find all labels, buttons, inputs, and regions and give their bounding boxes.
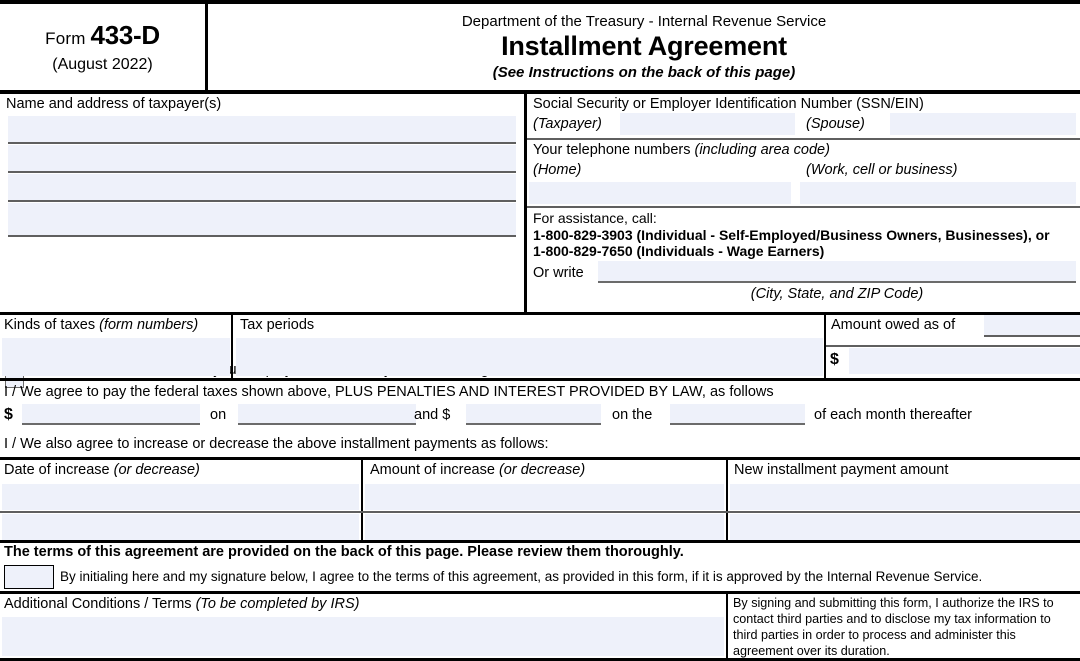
telephone-label-note: (including area code) [694, 142, 830, 158]
payment-day-of-month-input[interactable] [670, 404, 805, 425]
initials-input[interactable] [4, 565, 54, 589]
table-header-date [4, 462, 200, 479]
taxes-divider-1 [231, 315, 233, 378]
table-header-new-payment: New installment payment amount [734, 462, 949, 478]
payment-on-the-label: on the [612, 407, 653, 423]
table-row[interactable] [365, 484, 724, 510]
amount-owed-label: Amount owed as of [831, 317, 956, 333]
payment-currency-symbol: $ [4, 406, 13, 423]
address-line-1[interactable] [8, 116, 516, 142]
form-revision-date: (August 2022) [52, 56, 153, 73]
payment-and-dollar-label: and $ [414, 407, 451, 423]
kinds-of-taxes-input[interactable] [2, 338, 230, 376]
table-header-amount-main: Amount of increase [370, 462, 495, 478]
address-line-2[interactable] [8, 145, 516, 171]
upper-info-block [0, 94, 1080, 312]
form-prefix-label: Form [45, 29, 86, 48]
increase-table-bottom-rule [0, 540, 1080, 543]
kinds-of-taxes-label-note: (form numbers) [99, 317, 199, 333]
address-rule-4 [8, 235, 516, 237]
address-line-4[interactable] [8, 203, 516, 235]
address-rule-3 [8, 200, 516, 202]
kinds-of-taxes-label-main: Kinds of taxes [4, 317, 96, 333]
upper-vertical-divider [524, 94, 527, 312]
payment-amount-input[interactable] [22, 404, 200, 425]
ssn-spouse-input[interactable] [890, 113, 1076, 135]
table-row[interactable] [2, 484, 359, 510]
payment-recurring-amount-input[interactable] [466, 404, 601, 425]
additional-conditions-input[interactable] [2, 617, 724, 656]
table-divider-2 [726, 460, 728, 540]
payment-on-label: on [210, 407, 227, 423]
amount-owed-input[interactable] [849, 348, 1080, 374]
agency-label: Department of the Treasury - Internal Revenue Service [461, 13, 827, 30]
assistance-line-2: 1-800-829-3903 (Individual - Self-Employed/Business Owners, Businesses), or [533, 227, 1050, 243]
name-address-label: Name and address of taxpayer(s) [6, 96, 222, 112]
increase-decrease-table [0, 460, 1080, 540]
taxes-row-bottom-rule [0, 378, 1080, 381]
agreement-line-2: I / We also agree to increase or decrease the above installment payments as follows: [4, 436, 549, 452]
ssn-section-rule [527, 138, 1080, 140]
telephone-section-rule [527, 206, 1080, 208]
or-write-input[interactable] [598, 261, 1076, 283]
payment-first-date-input[interactable] [238, 404, 416, 425]
telephone-home-input[interactable] [529, 182, 791, 204]
ssn-taxpayer-label: (Taxpayer) [533, 116, 602, 132]
form-number-label: 433-D [90, 20, 160, 50]
city-state-zip-note: (City, State, and ZIP Code) [750, 286, 924, 302]
telephone-work-input[interactable] [800, 182, 1076, 204]
table-header-amount [370, 462, 585, 479]
address-rule-1 [8, 142, 516, 144]
ssn-ein-label: Social Security or Employer Identification Number (SSN/EIN) [533, 96, 924, 112]
table-header-date-main: Date of increase [4, 462, 110, 478]
table-row[interactable] [730, 514, 1080, 540]
additional-conditions-label-main: Additional Conditions / Terms [4, 596, 192, 612]
assistance-line-3: 1-800-829-7650 (Individuals - Wage Earners) [533, 243, 825, 259]
table-row[interactable] [365, 514, 724, 540]
address-rule-2 [8, 171, 516, 173]
table-row-divider [0, 511, 1080, 513]
form-subtitle: (See Instructions on the back of this page) [492, 64, 796, 81]
table-header-amount-note: (or decrease) [498, 462, 586, 478]
table-row[interactable] [730, 484, 1080, 510]
telephone-label-main: Your telephone numbers [533, 142, 691, 158]
initialing-statement: By initialing here and my signature below, I agree to the terms of this agreement, as provided in this form, if it is approved by the Internal Revenue Service. [60, 569, 983, 584]
amount-owed-mid-rule [826, 345, 1080, 347]
tax-periods-input[interactable] [236, 338, 823, 376]
assistance-block [533, 210, 1078, 259]
form-number-line [45, 20, 160, 51]
terms-heading: The terms of this agreement are provided on the back of this page. Please review them thoroughly. [4, 544, 684, 560]
kinds-of-taxes-label [4, 317, 198, 334]
payment-terms-row [0, 404, 1080, 430]
ssn-spouse-label: (Spouse) [806, 116, 865, 132]
table-divider-1 [361, 460, 363, 540]
telephone-home-label: (Home) [533, 162, 582, 178]
form-header [0, 4, 1080, 90]
address-line-3[interactable] [8, 174, 516, 200]
table-row[interactable] [2, 514, 359, 540]
assistance-line-1: For assistance, call: [533, 210, 657, 226]
form-title-block [208, 4, 1080, 90]
amount-owed-date-rule [984, 335, 1080, 337]
table-header-date-note: (or decrease) [113, 462, 200, 478]
additional-conditions-label [4, 596, 359, 613]
form-number-block [0, 4, 205, 90]
tax-periods-label: Tax periods [240, 317, 315, 333]
or-write-label: Or write [533, 265, 584, 281]
amount-owed-currency-symbol: $ [830, 351, 839, 368]
bottom-block [0, 594, 1080, 658]
bottom-vertical-divider [726, 594, 728, 658]
authorization-statement: By signing and submitting this form, I authorize the IRS to contact third parties and to disclose my tax information to third parties in order to process and administer this agreement over its duration. [733, 596, 1054, 658]
payment-thereafter-label: of each month thereafter [814, 407, 972, 423]
agreement-line-1: I / We agree to pay the federal taxes shown above, PLUS PENALTIES AND INTEREST PROVIDED BY LAW, as follows [4, 384, 774, 400]
telephone-work-label: (Work, cell or business) [806, 162, 958, 178]
additional-conditions-label-note: (To be completed by IRS) [195, 596, 360, 612]
taxes-row [0, 315, 1080, 378]
amount-owed-date-input[interactable] [984, 315, 1080, 335]
telephone-label [533, 142, 830, 159]
ssn-taxpayer-input[interactable] [620, 113, 795, 135]
page-title: Installment Agreement [501, 31, 787, 61]
